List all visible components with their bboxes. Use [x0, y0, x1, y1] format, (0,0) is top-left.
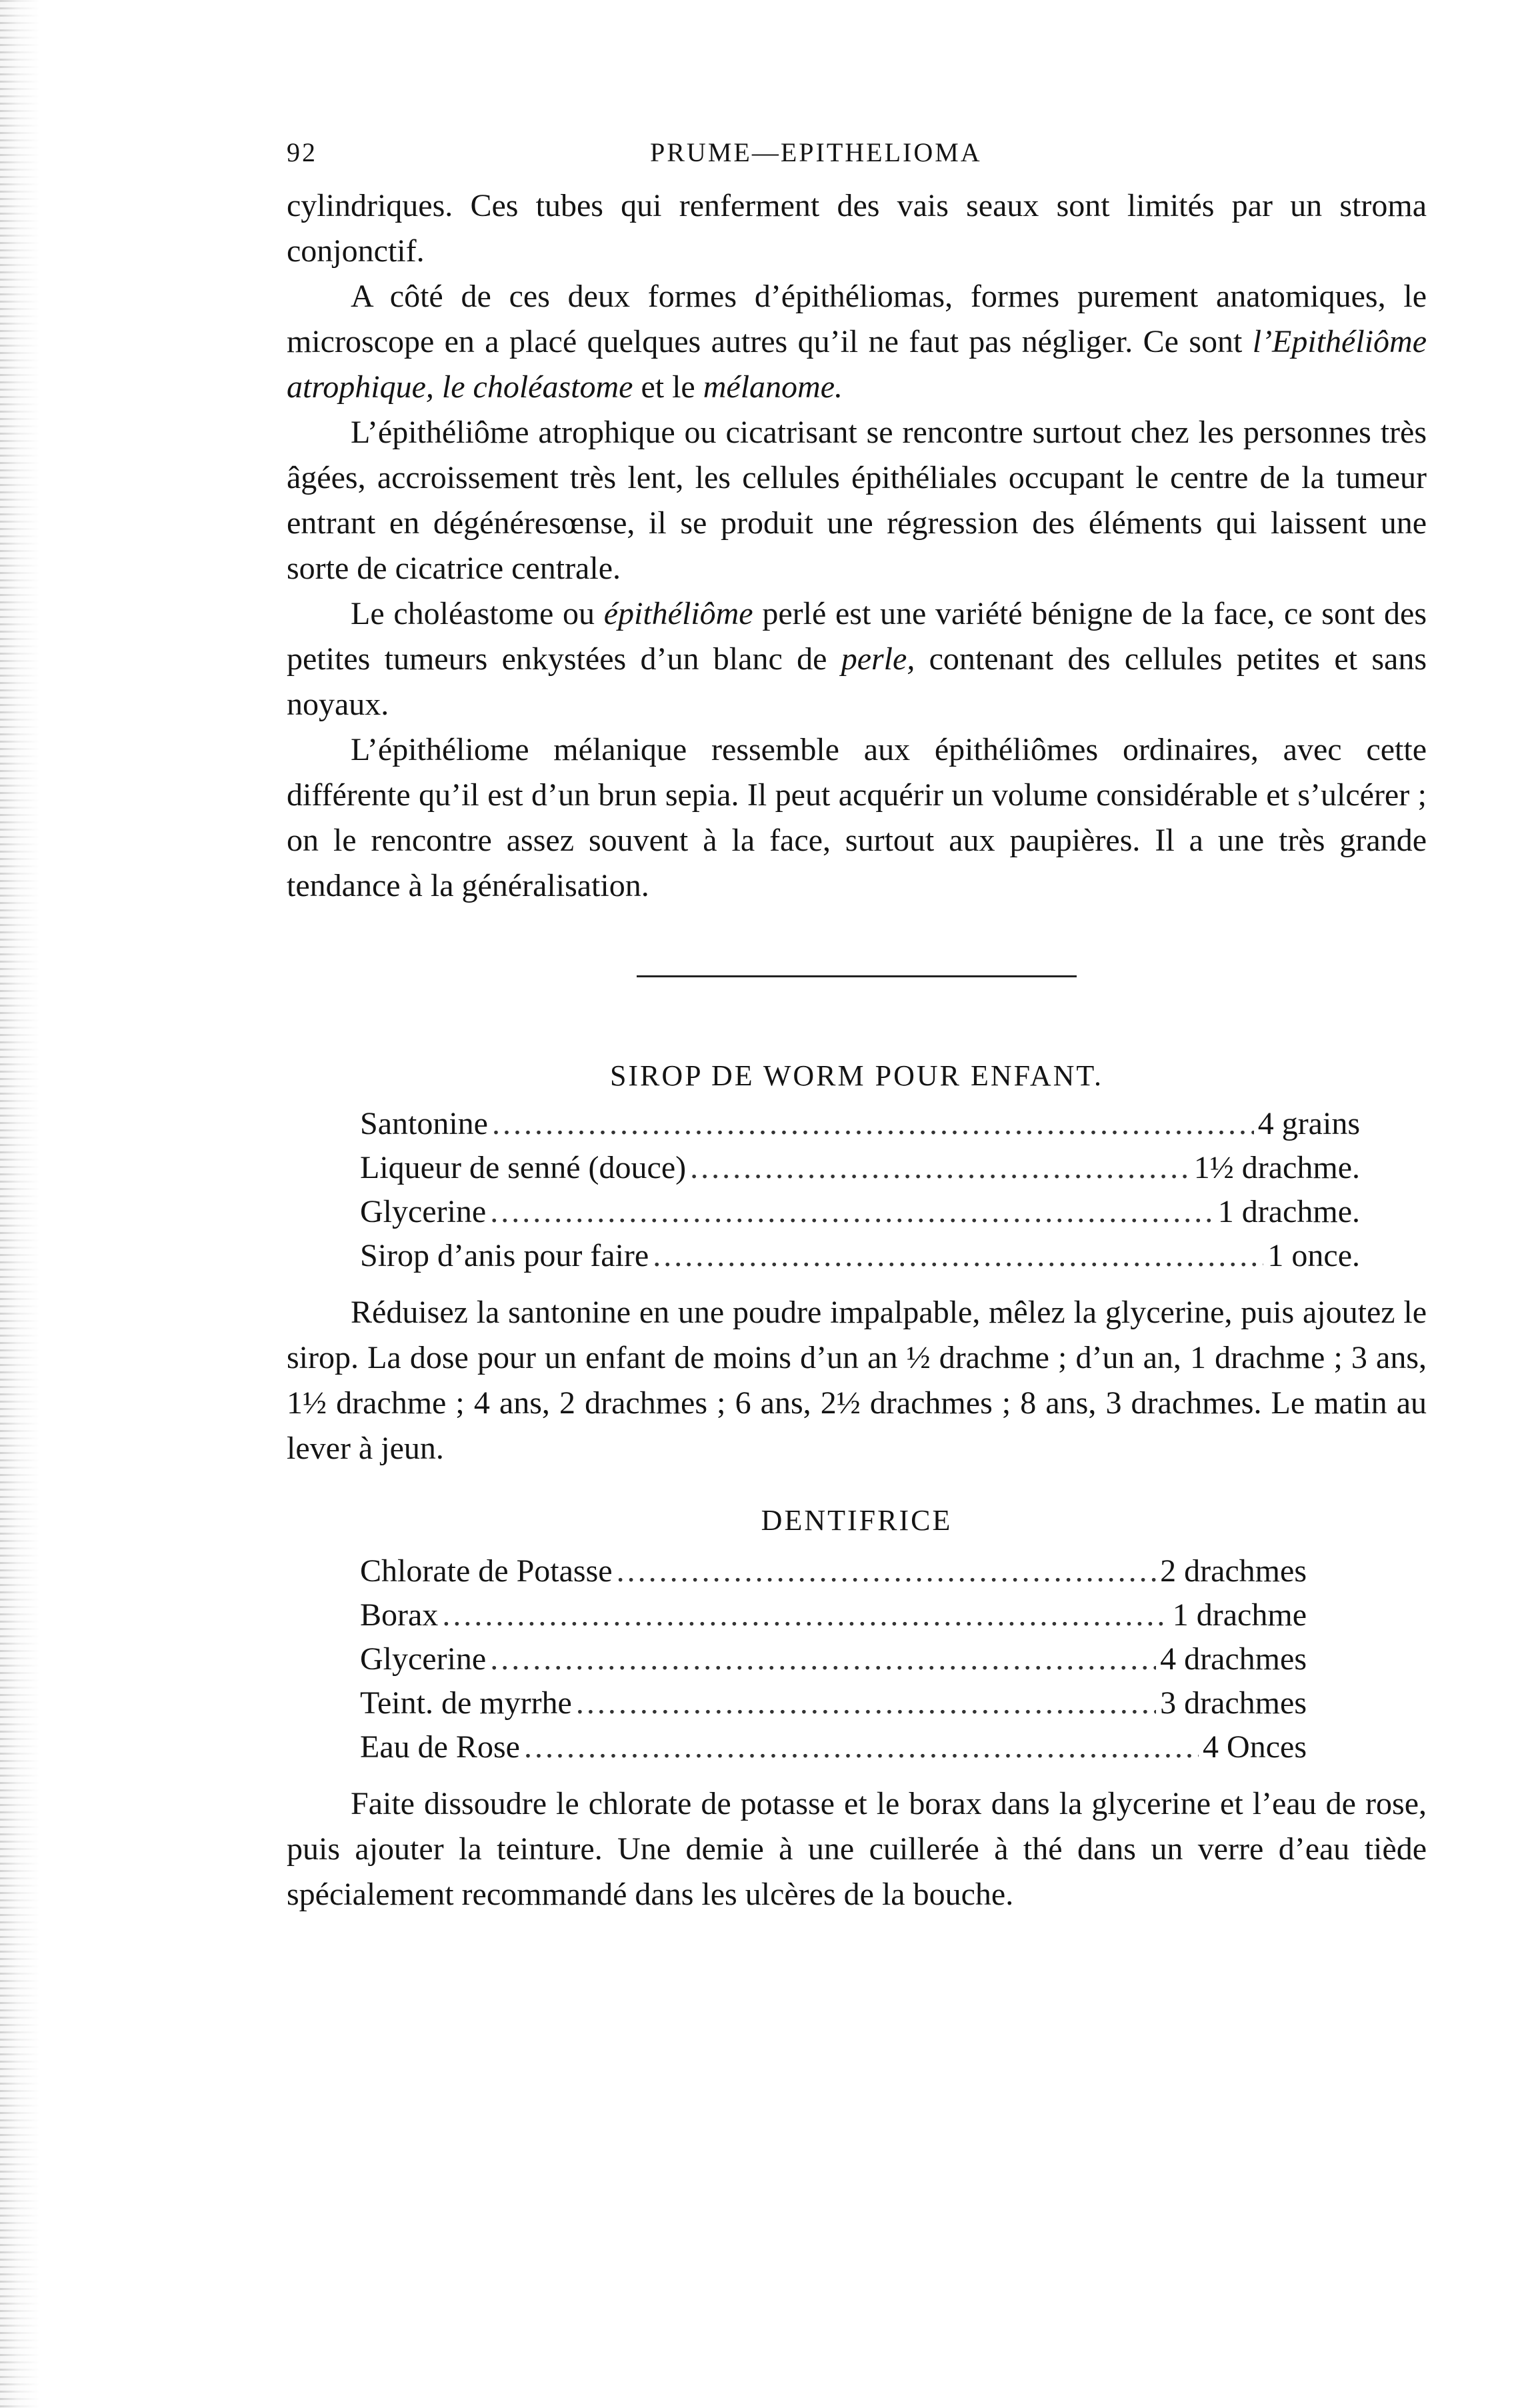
text-segment: perlé est une variété bénigne de la face, ce sont des petites tumeurs enkystées d’un blanc de [287, 596, 1427, 677]
paragraph-cylindriques: cylindriques. Ces tubes qui renferment des vais seaux sont limités par un stroma conjonctif. [287, 188, 1427, 269]
dot-leader [690, 1146, 1190, 1190]
text-segment: Le choléastome ou [351, 596, 604, 631]
ingredient-row [360, 1146, 1360, 1190]
running-head [287, 137, 1427, 183]
ingredient-row [360, 1681, 1307, 1725]
ingredient-row [360, 1725, 1307, 1769]
dot-leader [492, 1102, 1254, 1146]
paragraph-atrophique: L’épithéliôme atrophique ou cicatrisant se rencontre surtout chez les personnes très âgées, accroissement très lent, les cellules épithéliales occupant le centre de la tumeur entrant en dégénéresœnse, il se produit une régression des éléments qui laissent une sorte de cicatrice centrale. [287, 415, 1427, 586]
recipe-instructions-dentifrice: Faite dissoudre le chlorate de potasse et le borax dans la glycerine et l’eau de rose, puis ajouter la teinture. Une demie à une cuillerée à thé dans un verre d’eau tiède spécialement recommandé dans les ulcères de la bouche. [287, 1786, 1427, 1912]
ingredient-name: Glycerine [360, 1194, 487, 1229]
recipe-title-dentifrice: DENTIFRICE [761, 1504, 953, 1537]
paragraph-formes [287, 274, 1427, 410]
paragraph-melanique: L’épithéliome mélanique ressemble aux épithéliômes ordinaires, avec cette différente qu’il est d’un brun sepia. Il peut acquérir un volume considérable et s’ulcérer ; on le rencontre assez souvent à la face, surtout aux paupières. Il a une très grande tendance à la généralisation. [287, 732, 1427, 903]
dot-leader [576, 1681, 1156, 1725]
text-segment: et le [633, 369, 703, 405]
dot-leader [617, 1549, 1156, 1593]
ingredient-name: Glycerine [360, 1641, 487, 1677]
italic-term: mélanome. [703, 369, 843, 405]
ingredient-name: Teint. de myrrhe [360, 1685, 572, 1721]
dot-leader [490, 1637, 1156, 1681]
ingredient-list-sirop [360, 1102, 1360, 1278]
ingredient-quantity: 1 drachme. [1217, 1194, 1360, 1229]
section-divider [637, 975, 1077, 977]
ingredient-quantity: 1 drachme [1172, 1597, 1307, 1633]
page [287, 137, 1427, 1917]
text-segment: contenant des cellules petites et sans noyaux. [287, 641, 1427, 722]
dot-leader [442, 1593, 1168, 1637]
ingredient-quantity: 2 drachmes [1160, 1553, 1307, 1589]
ingredient-quantity: 1½ drachme. [1193, 1150, 1360, 1185]
ingredient-name: Santonine [360, 1106, 488, 1141]
scan-edge-shadow [0, 0, 40, 2408]
text-segment: A côté de ces deux formes d’épithéliomas, formes purement anatomiques, le microscope en a placé quelques autres qu’il ne faut pas négliger. Ce sont [287, 279, 1427, 359]
page-number: 92 [287, 137, 317, 167]
ingredient-quantity: 4 drachmes [1160, 1641, 1307, 1677]
ingredient-row [360, 1593, 1307, 1637]
recipe-instructions-sirop: Réduisez la santonine en une poudre impalpable, mêlez la glycerine, puis ajoutez le sirop. La dose pour un enfant de moins d’un an ½ drachme ; d’un an, 1 drachme ; 3 ans, 1½ drachme ; 4 ans, 2 drachmes ; 6 ans, 2½ drachmes ; 8 ans, 3 drachmes. Le matin au lever à jeun. [287, 1295, 1427, 1466]
ingredient-row [360, 1234, 1360, 1278]
ingredient-name: Liqueur de senné (douce) [360, 1150, 687, 1185]
dot-leader [524, 1725, 1199, 1769]
ingredient-quantity: 1 once. [1267, 1238, 1360, 1273]
ingredient-name: Eau de Rose [360, 1729, 520, 1765]
ingredient-name: Borax [360, 1597, 439, 1633]
ingredient-name: Sirop d’anis pour faire [360, 1238, 649, 1273]
ingredient-quantity: 4 Onces [1203, 1729, 1307, 1765]
italic-term: l’Epithéliôme atrophique, le choléastome [287, 324, 1427, 405]
ingredient-quantity: 4 grains [1257, 1106, 1360, 1141]
italic-term: épithéliôme [603, 596, 753, 631]
ingredient-row [360, 1190, 1360, 1234]
ingredient-quantity: 3 drachmes [1160, 1685, 1307, 1721]
ingredient-name: Chlorate de Potasse [360, 1553, 613, 1589]
recipe-title-sirop: SIROP DE WORM POUR ENFANT. [609, 1059, 1104, 1092]
ingredient-row [360, 1102, 1360, 1146]
dot-leader [490, 1190, 1214, 1234]
ingredient-row [360, 1637, 1307, 1681]
dot-leader [653, 1234, 1263, 1278]
ingredient-list-dentifrice [360, 1549, 1307, 1769]
italic-term: perle, [841, 641, 915, 677]
ingredient-row [360, 1549, 1307, 1593]
paragraph-choleastome [287, 591, 1427, 727]
running-title: PRUME—EPITHELIOMA [650, 137, 982, 167]
